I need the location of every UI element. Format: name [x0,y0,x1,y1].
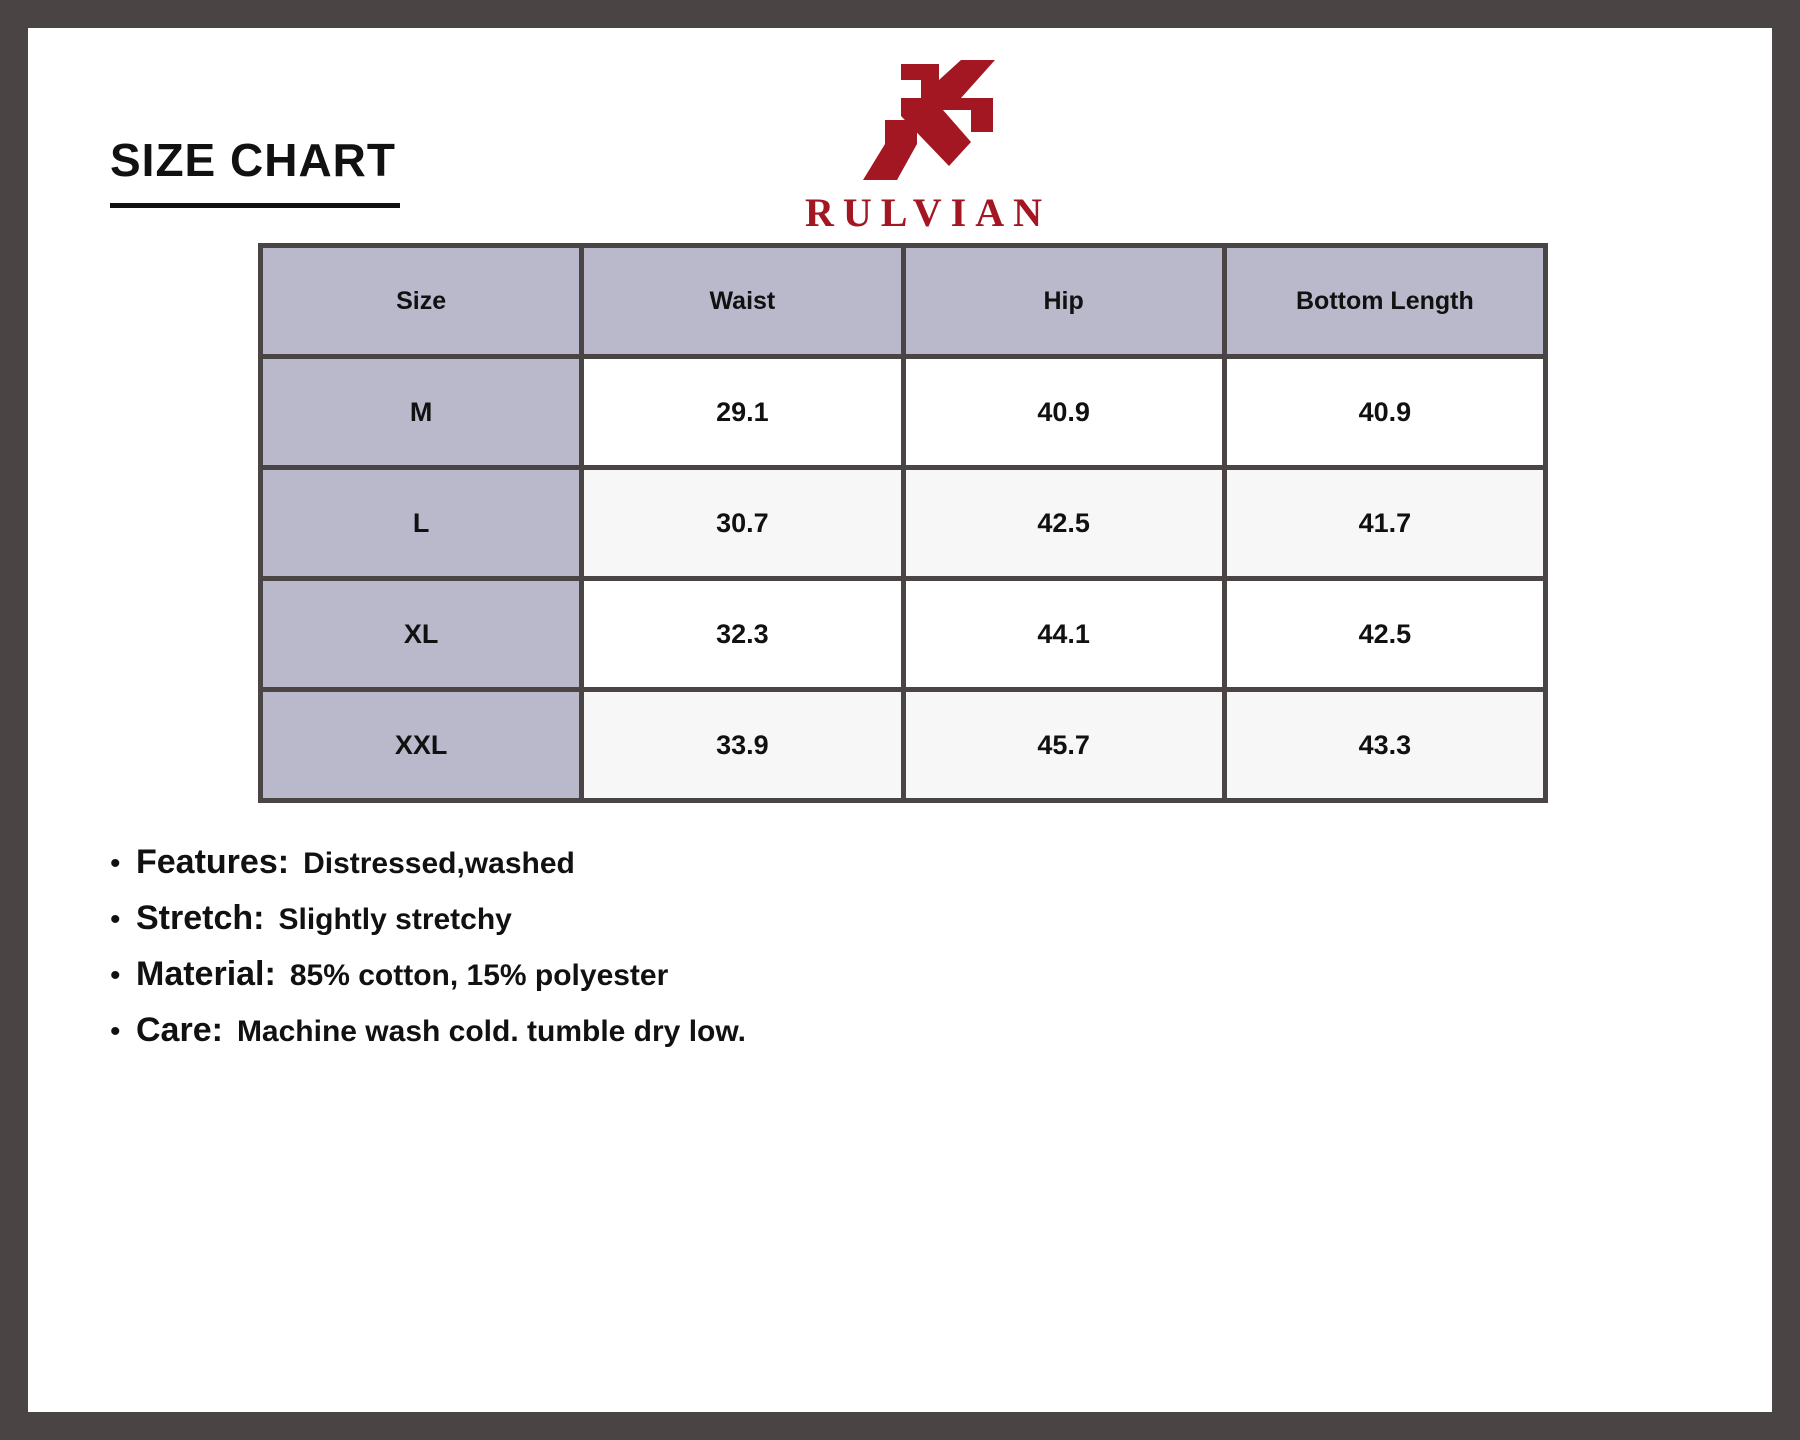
column-header-bottom-length: Bottom Length [1227,248,1543,354]
brand-name: RULVIAN [804,190,1051,235]
cell-size: M [263,359,579,465]
cell-waist: 33.9 [584,692,900,798]
column-header-waist: Waist [584,248,900,354]
size-chart-sheet [28,28,1772,1412]
cell-hip: 45.7 [906,692,1222,798]
detail-label: Care: [136,1011,223,1049]
detail-label: Features: [136,843,290,881]
cell-bottom-length: 40.9 [1227,359,1543,465]
cell-waist: 30.7 [584,470,900,576]
bullet-icon: • [110,1015,121,1048]
cell-size: L [263,470,579,576]
detail-label: Material: [136,955,276,993]
table-row [263,470,1543,576]
product-details-list [98,843,1702,1050]
table-row [263,581,1543,687]
list-item [110,899,1702,938]
detail-value: 85% cotton, 15% polyester [289,959,669,992]
table-row [263,692,1543,798]
rulvian-r-logo-icon [843,58,1013,183]
cell-waist: 29.1 [584,359,900,465]
bullet-icon: • [110,903,121,936]
title-underline [110,203,400,208]
cell-size: XL [263,581,579,687]
cell-hip: 44.1 [906,581,1222,687]
list-item [110,955,1702,994]
table-row [263,359,1543,465]
header [98,28,1702,243]
cell-bottom-length: 41.7 [1227,470,1543,576]
cell-hip: 42.5 [906,470,1222,576]
cell-size: XXL [263,692,579,798]
bullet-icon: • [110,847,121,880]
size-table-wrapper [258,243,1548,803]
table-header-row [263,248,1543,354]
bullet-icon: • [110,959,121,992]
detail-value: Machine wash cold. tumble dry low. [236,1015,746,1048]
detail-value: Distressed,washed [303,847,575,880]
brand-block [788,58,1068,236]
cell-waist: 32.3 [584,581,900,687]
cell-bottom-length: 42.5 [1227,581,1543,687]
list-item [110,1011,1702,1050]
column-header-hip: Hip [906,248,1222,354]
list-item [110,843,1702,882]
cell-hip: 40.9 [906,359,1222,465]
cell-bottom-length: 43.3 [1227,692,1543,798]
detail-label: Stretch: [136,899,265,937]
size-table [258,243,1548,803]
column-header-size: Size [263,248,579,354]
detail-value: Slightly stretchy [278,903,512,936]
page-title: SIZE CHART [110,134,396,186]
